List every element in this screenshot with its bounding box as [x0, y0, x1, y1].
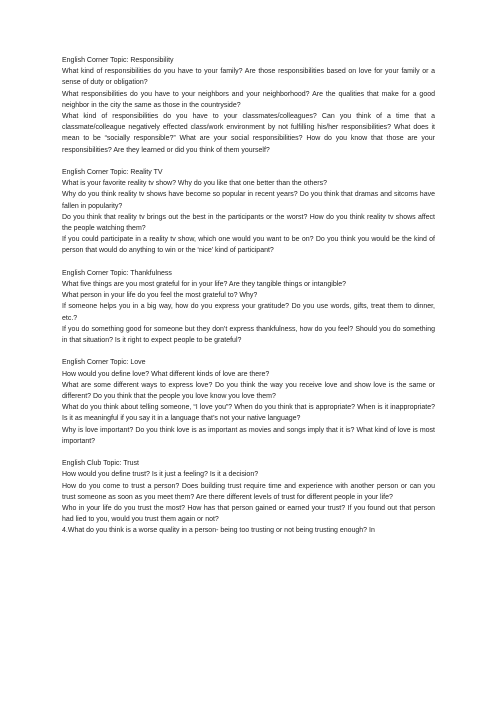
question-paragraph: Who in your life do you trust the most? How has that person gained or earned your trust? If you found out that person had lied to you, would you trust them again or not? [62, 505, 435, 524]
question-paragraph: Do you think that reality tv brings out the best in the participants or the worst? How do you think reality tv shows affect the people watching them? [62, 213, 435, 233]
question-paragraph: What person in your life do you feel the most grateful to? Why? [62, 292, 258, 300]
section-title: English Corner Topic: Responsibility [62, 57, 174, 64]
section-title: English Club Topic: Trust [62, 460, 139, 468]
question-paragraph: If you could participate in a reality tv show, which one would you want to be on? Do you think you would be the kind of person that would do anything to win or the ‘nice’ kind of participant? [62, 236, 435, 255]
section-reality-tv [62, 167, 435, 257]
question-paragraph: Why is love important? Do you think love is as important as movies and songs imply that it is? What kind of love is most important? [62, 426, 435, 445]
section-thankfulness [62, 268, 435, 346]
section-trust [62, 458, 435, 536]
question-paragraph: What are some different ways to express love? Do you think the way you receive love and show love is the same or different? Do you think that the people you love know you love them? [62, 381, 435, 401]
question-paragraph: What is your favorite reality tv show? Why do you like that one better than the others? [62, 180, 327, 188]
question-paragraph: If you do something good for someone but they don’t express thankfulness, how do you feel? Should you do something in that situation? Is it right to expect people to be grateful? [62, 325, 435, 345]
document-page [62, 55, 435, 548]
question-paragraph: How do you come to trust a person? Does building trust require time and experience with another person or can you trust someone as soon as you meet them? Are there different levels of trust for different people in your life? [62, 482, 435, 501]
section-love [62, 357, 435, 447]
section-title: English Corner Topic: Reality TV [62, 169, 163, 177]
question-paragraph: How would you define love? What different kinds of love are there? [62, 370, 270, 378]
question-paragraph: Why do you think reality tv shows have become so popular in recent years? Do you think that dramas and sitcoms have fallen in popularity? [62, 191, 435, 210]
question-paragraph: 4.What do you think is a worse quality in a person- being too trusting or not being trusting enough? In [62, 527, 375, 535]
question-paragraph: If someone helps you in a big way, how do you express your gratitude? Do you use words, gifts, treat them to dinner, etc.? [62, 303, 435, 322]
question-paragraph: What five things are you most grateful for in your life? Are they tangible things or intangible? [62, 281, 347, 289]
question-paragraph: How would you define trust? Is it just a feeling? Is it a decision? [62, 471, 259, 479]
question-paragraph: What kind of responsibilities do you have to your family? Are those responsibilities based on love for your family or a sense of duty or obligation? [62, 68, 435, 87]
question-paragraph: What do you think about telling someone, “I love you”? When do you think that is appropriate? When is it inappropriate? Is it as meaningful if you say it in a language that’s not your native language? [62, 404, 435, 423]
question-paragraph: What responsibilities do you have to your neighbors and your neighborhood? Are the qualities that make for a good neighbor in the city the same as those in the countryside? [62, 90, 435, 109]
section-title: English Corner Topic: Love [62, 359, 146, 367]
question-paragraph: What kind of responsibilities do you have to your classmates/colleagues? Can you think of a time that a classmate/colleague negatively effected class/work environment by not fulfilling his/her responsibilities? What does it mean to be “socially responsible?” What are your social responsibilities? How do you know that those are your responsibilities? Are they learned or did you think of them yourself? [62, 113, 435, 154]
section-title: English Corner Topic: Thankfulness [62, 269, 172, 277]
section-responsibility [62, 55, 435, 156]
